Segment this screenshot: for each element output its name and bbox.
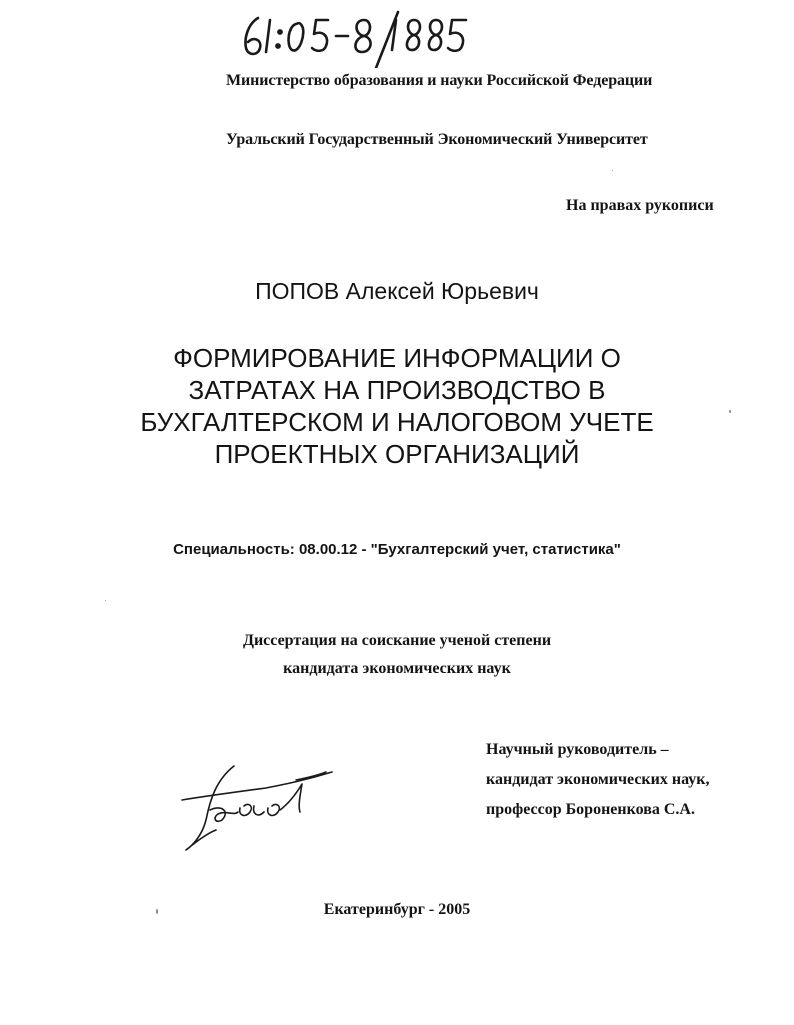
title-line: ПРОЕКТНЫХ ОРГАНИЗАЦИЙ — [214, 439, 580, 469]
scan-speck — [156, 909, 158, 914]
degree-statement — [0, 627, 794, 683]
university-name: Уральский Государственный Экономический Университет — [226, 131, 648, 148]
scan-speck — [729, 410, 731, 413]
specialty: Специальность: 08.00.12 - "Бухгалтерский учет, статистика" — [173, 541, 621, 558]
title-line: ЗАТРАТАХ НА ПРОИЗВОДСТВО В — [188, 375, 606, 405]
advisor-line: Научный руководитель – — [486, 741, 669, 758]
degree-line: Диссертация на соискание ученой степени — [242, 632, 552, 649]
title-line: ФОРМИРОВАНИЕ ИНФОРМАЦИИ О — [173, 343, 621, 373]
degree-line: кандидата экономических наук — [283, 660, 511, 677]
advisor-line: кандидат экономических наук, — [486, 771, 710, 788]
scan-speck — [612, 170, 613, 171]
author-signature — [176, 760, 336, 856]
manuscript-note: На правах рукописи — [566, 197, 714, 214]
dissertation-title — [0, 342, 794, 470]
title-line: БУХГАЛТЕРСКОМ И НАЛОГОВОМ УЧЕТЕ — [140, 407, 654, 437]
scientific-advisor — [486, 735, 709, 825]
ministry-name: Министерство образования и науки Российской Федерации — [226, 72, 653, 89]
author-name: ПОПОВ Алексей Юрьевич — [255, 278, 539, 304]
city-year: Екатеринбург - 2005 — [323, 901, 471, 918]
scan-speck — [105, 600, 106, 601]
advisor-line: профессор Бороненкова С.А. — [486, 801, 695, 818]
archive-number-handwritten — [236, 8, 476, 68]
